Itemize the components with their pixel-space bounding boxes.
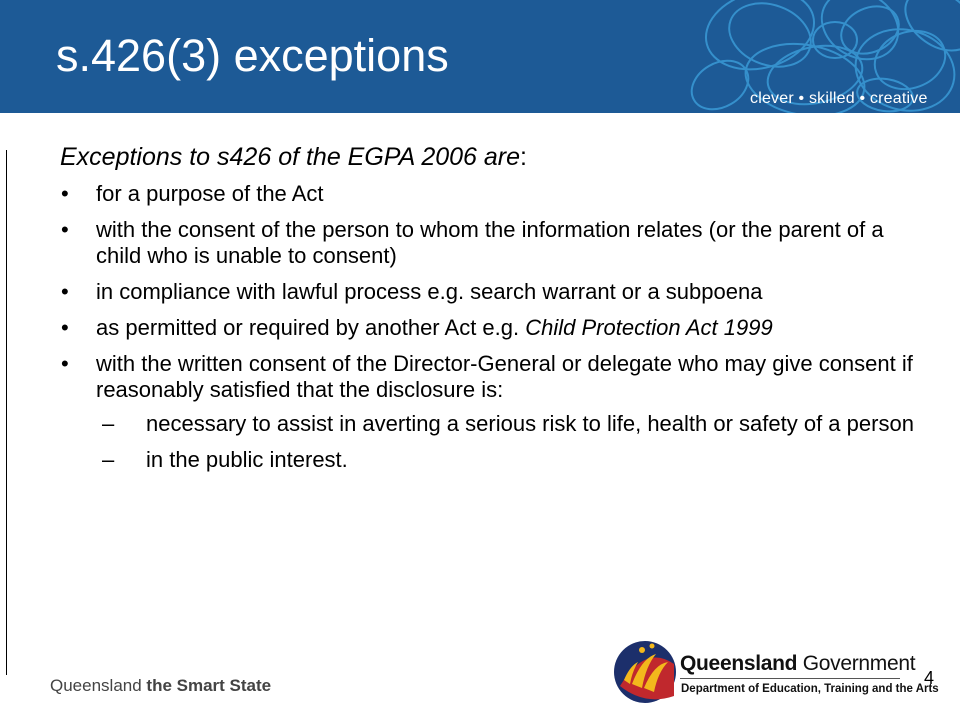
list-item-text: with the written consent of the Director-General or delegate who may give consent if reasonably satisfied that the disclosure is: [96, 351, 913, 402]
list-item-text: as permitted or required by another Act e.g. [96, 315, 526, 340]
sub-list-item [102, 447, 920, 473]
slide-title: s.426(3) exceptions [56, 30, 449, 81]
intro-heading [60, 141, 920, 173]
sub-list-item-text: necessary to assist in averting a serious risk to life, health or safety of a person [146, 411, 914, 436]
smart-state-wordmark [50, 676, 271, 696]
government-name-rest: Government [797, 652, 916, 675]
government-name-bold: Queensland [680, 652, 798, 675]
smart-state-bold: the Smart State [146, 676, 272, 695]
dash-icon: – [102, 447, 115, 472]
tagline: clever • skilled • creative [750, 90, 928, 107]
bullet-icon: • [61, 351, 69, 376]
page-number: 4 [924, 668, 935, 688]
government-name [680, 652, 915, 676]
list-item-text: for a purpose of the Act [96, 181, 324, 206]
smart-state-prefix: Queensland [50, 676, 147, 695]
sub-list-item-text: in the public interest. [146, 447, 348, 472]
act-citation: Child Protection Act 1999 [525, 315, 773, 340]
sub-list [96, 411, 920, 473]
intro-italic: Exceptions to s426 of the EGPA 2006 are [60, 143, 521, 171]
list-item [60, 181, 920, 207]
list-item [60, 351, 920, 473]
bullet-icon: • [61, 181, 69, 206]
intro-colon: : [520, 143, 527, 171]
bullet-icon: • [61, 315, 69, 340]
sub-list-item [102, 411, 920, 437]
list-item [60, 279, 920, 305]
left-divider [6, 150, 7, 675]
list-item-text: with the consent of the person to whom the information relates (or the parent of a child who is unable to consent) [96, 217, 884, 268]
bullet-icon: • [61, 279, 69, 304]
list-item [60, 315, 920, 341]
dash-icon: – [102, 411, 115, 436]
list-item [60, 217, 920, 269]
list-item-text: in compliance with lawful process e.g. search warrant or a subpoena [96, 279, 763, 304]
department-name: Department of Education, Training and the Arts [681, 683, 939, 695]
logo-divider [680, 678, 900, 679]
exceptions-list [60, 181, 920, 473]
slide-header [0, 0, 960, 113]
bullet-icon: • [61, 217, 69, 242]
slide-body [60, 141, 920, 483]
